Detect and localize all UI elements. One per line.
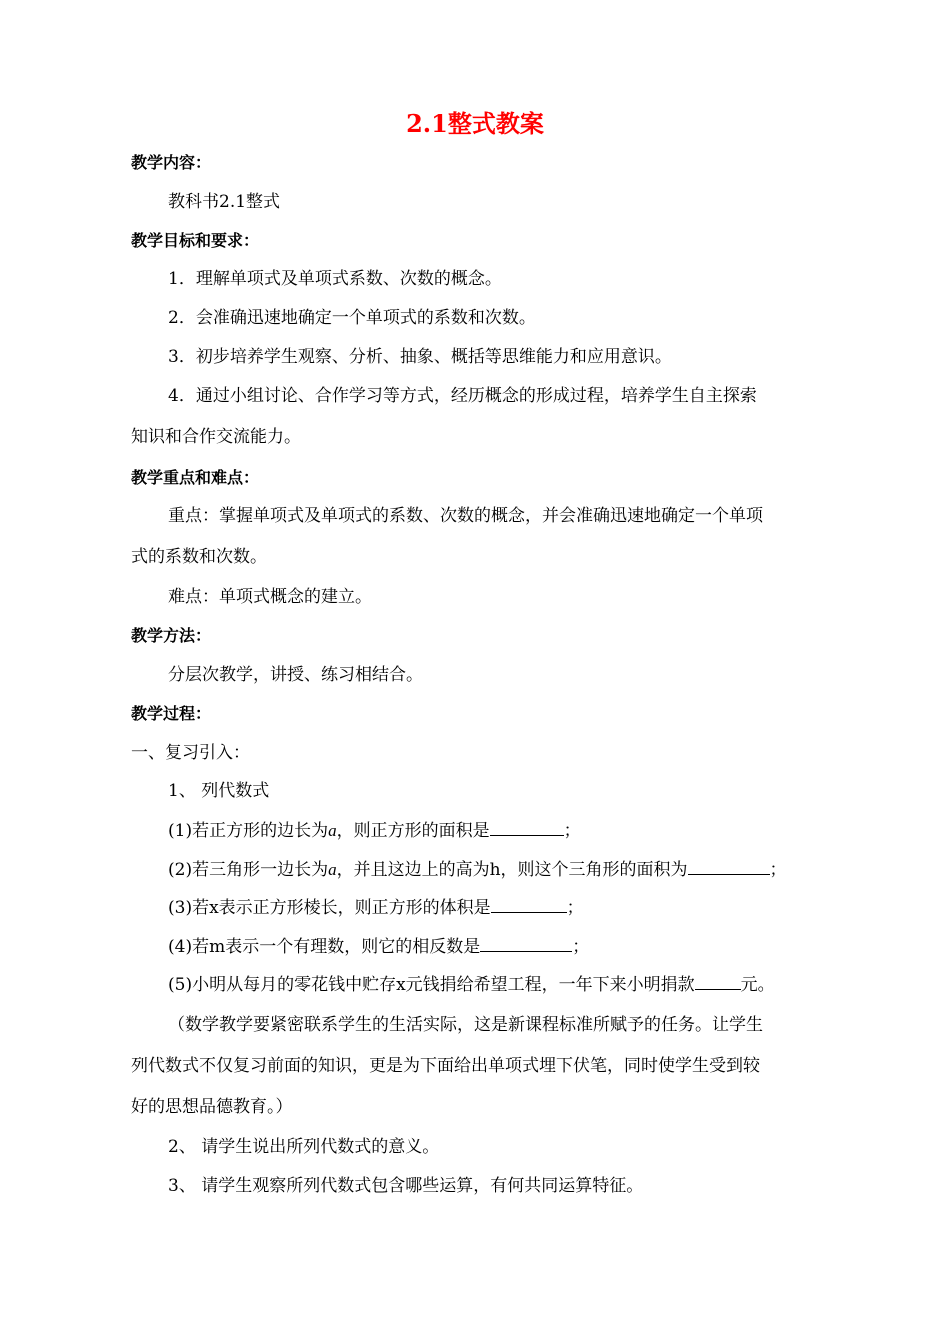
keypoint-line-2: 式的系数和次数。 (131, 547, 267, 567)
answer-blank-1 (490, 817, 564, 836)
question-4-end: ； (572, 937, 590, 957)
question-1-end: ； (563, 821, 581, 841)
difficulty-text: 难点：单项式概念的建立。 (168, 587, 372, 607)
variable-a: a (328, 821, 337, 840)
heading-method: 教学方法： (131, 626, 212, 645)
step-2: 2、 请学生说出所列代数式的意义。 (168, 1137, 440, 1157)
question-2-text-rest: ，并且这边上的高为h，则这个三角形的面积为 (336, 860, 688, 880)
question-5 (168, 971, 775, 998)
answer-blank-4 (480, 933, 572, 952)
heading-keypoints: 教学重点和难点： (131, 468, 260, 487)
question-2-text: (2)若三角形一边长为 (168, 860, 329, 880)
teaching-content-text: 教科书2.1整式 (168, 192, 281, 212)
step-1: 1、 列代数式 (168, 781, 270, 801)
question-5-end: 元。 (740, 975, 775, 995)
question-1 (168, 817, 581, 844)
objective-item-2: 2．会准确迅速地确定一个单项式的系数和次数。 (168, 308, 536, 328)
heading-process: 教学过程： (131, 704, 212, 723)
keypoint-line-1: 重点：掌握单项式及单项式的系数、次数的概念，并会准确迅速地确定一个单项 (168, 506, 763, 526)
question-4-text: (4)若m表示一个有理数，则它的相反数是 (168, 937, 481, 957)
teaching-note-line-1: （数学教学要紧密联系学生的生活实际，这是新课程标准所赋予的任务。让学生 (168, 1015, 763, 1035)
question-4 (168, 933, 589, 960)
question-2 (168, 856, 787, 883)
question-5-text: (5)小明从每月的零花钱中贮存x元钱捐给希望工程，一年下来小明捐款 (168, 975, 695, 995)
teaching-note-line-2: 列代数式不仅复习前面的知识，更是为下面给出单项式埋下伏笔，同时使学生受到较 (131, 1056, 760, 1076)
step-3: 3、 请学生观察所列代数式包含哪些运算，有何共同运算特征。 (168, 1176, 644, 1196)
answer-blank-3 (491, 894, 567, 913)
question-1-text: (1)若正方形的边长为 (168, 821, 329, 841)
answer-blank-2 (688, 856, 770, 875)
objective-item-3: 3．初步培养学生观察、分析、抽象、概括等思维能力和应用意识。 (168, 347, 672, 367)
answer-blank-5 (695, 971, 741, 990)
question-2-end: ； (769, 860, 787, 880)
section-review-intro: 一、复习引入： (131, 743, 250, 763)
heading-teaching-content: 教学内容： (131, 153, 212, 172)
question-3-text: (3)若x表示正方形棱长，则正方形的体积是 (168, 898, 491, 918)
question-1-text-rest: ，则正方形的面积是 (336, 821, 490, 841)
method-text: 分层次教学，讲授、练习相结合。 (168, 665, 423, 685)
heading-objectives: 教学目标和要求： (131, 231, 260, 250)
objective-item-4: 4．通过小组讨论、合作学习等方式，经历概念的形成过程，培养学生自主探索 (168, 386, 757, 406)
teaching-note-line-3: 好的思想品德教育。） (131, 1097, 293, 1117)
question-3 (168, 894, 584, 921)
question-3-end: ； (566, 898, 584, 918)
objective-item-4-continued: 知识和合作交流能力。 (131, 427, 301, 447)
variable-a: a (328, 860, 337, 879)
document-title: 2.1整式教案 (406, 109, 544, 138)
objective-item-1: 1．理解单项式及单项式系数、次数的概念。 (168, 269, 502, 289)
